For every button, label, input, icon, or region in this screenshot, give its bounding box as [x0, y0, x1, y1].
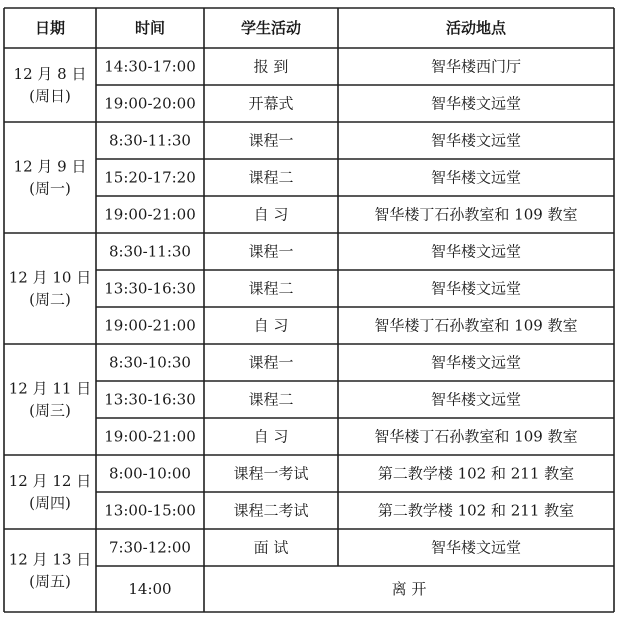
place-cell: 智华楼文远堂	[430, 279, 522, 298]
weekday-label: (周三)	[29, 401, 71, 420]
place-cell: 智华楼西门厅	[430, 57, 522, 76]
place-cell: 智华楼文远堂	[430, 131, 522, 150]
merged-activity-cell: 离 开	[391, 580, 427, 598]
time-cell: 19:00-21:00	[104, 427, 196, 446]
place-cell: 智华楼文远堂	[430, 538, 522, 557]
activity-cell: 课程一考试	[233, 464, 309, 483]
header-place: 活动地点	[445, 19, 507, 37]
time-cell: 13:30-16:30	[104, 390, 196, 409]
date-label: 12 月 13 日	[8, 550, 92, 569]
header-activity: 学生活动	[240, 19, 302, 37]
place-cell: 智华楼文远堂	[430, 242, 522, 261]
time-cell: 8:30-10:30	[109, 353, 191, 372]
time-cell: 15:20-17:20	[104, 168, 196, 187]
time-cell: 8:00-10:00	[109, 464, 191, 483]
activity-cell: 课程一	[248, 131, 294, 150]
date-label: 12 月 9 日	[13, 157, 87, 176]
time-cell: 14:00	[128, 580, 172, 598]
activity-cell: 面 试	[253, 538, 289, 557]
header-date: 日期	[34, 19, 66, 37]
activity-cell: 开幕式	[248, 94, 294, 113]
time-cell: 19:00-21:00	[104, 205, 196, 224]
activity-cell: 课程二	[248, 168, 294, 187]
activity-cell: 自 习	[253, 427, 289, 446]
place-cell: 智华楼丁石孙教室和 109 教室	[374, 205, 578, 224]
date-label: 12 月 11 日	[8, 379, 92, 398]
time-cell: 8:30-11:30	[109, 242, 191, 261]
place-cell: 智华楼文远堂	[430, 168, 522, 187]
time-cell: 13:00-15:00	[104, 501, 196, 520]
place-cell: 第二教学楼 102 和 211 教室	[377, 501, 575, 520]
activity-cell: 课程一	[248, 353, 294, 372]
date-label: 12 月 8 日	[13, 65, 87, 83]
place-cell: 智华楼文远堂	[430, 390, 522, 409]
date-label: 12 月 12 日	[8, 472, 92, 490]
activity-cell: 课程二	[248, 279, 294, 298]
activity-cell: 课程一	[248, 242, 294, 261]
activity-cell: 课程二	[248, 390, 294, 409]
time-cell: 19:00-21:00	[104, 316, 196, 335]
place-cell: 智华楼文远堂	[430, 353, 522, 372]
activity-cell: 报 到	[253, 57, 289, 76]
header-time: 时间	[134, 19, 166, 37]
place-cell: 智华楼丁石孙教室和 109 教室	[374, 427, 578, 446]
weekday-label: (周一)	[29, 179, 71, 198]
time-cell: 7:30-12:00	[109, 538, 191, 557]
place-cell: 智华楼丁石孙教室和 109 教室	[374, 316, 578, 335]
time-cell: 19:00-20:00	[104, 94, 196, 113]
time-cell: 14:30-17:00	[104, 57, 196, 76]
activity-cell: 自 习	[253, 205, 289, 224]
activity-cell: 自 习	[253, 316, 289, 335]
place-cell: 第二教学楼 102 和 211 教室	[377, 464, 575, 483]
activity-cell: 课程二考试	[233, 501, 309, 520]
weekday-label: (周四)	[29, 494, 71, 512]
date-label: 12 月 10 日	[8, 268, 92, 287]
weekday-label: (周日)	[29, 87, 71, 105]
time-cell: 13:30-16:30	[104, 279, 196, 298]
weekday-label: (周二)	[29, 290, 71, 309]
place-cell: 智华楼文远堂	[430, 94, 522, 113]
time-cell: 8:30-11:30	[109, 131, 191, 150]
weekday-label: (周五)	[29, 572, 71, 591]
